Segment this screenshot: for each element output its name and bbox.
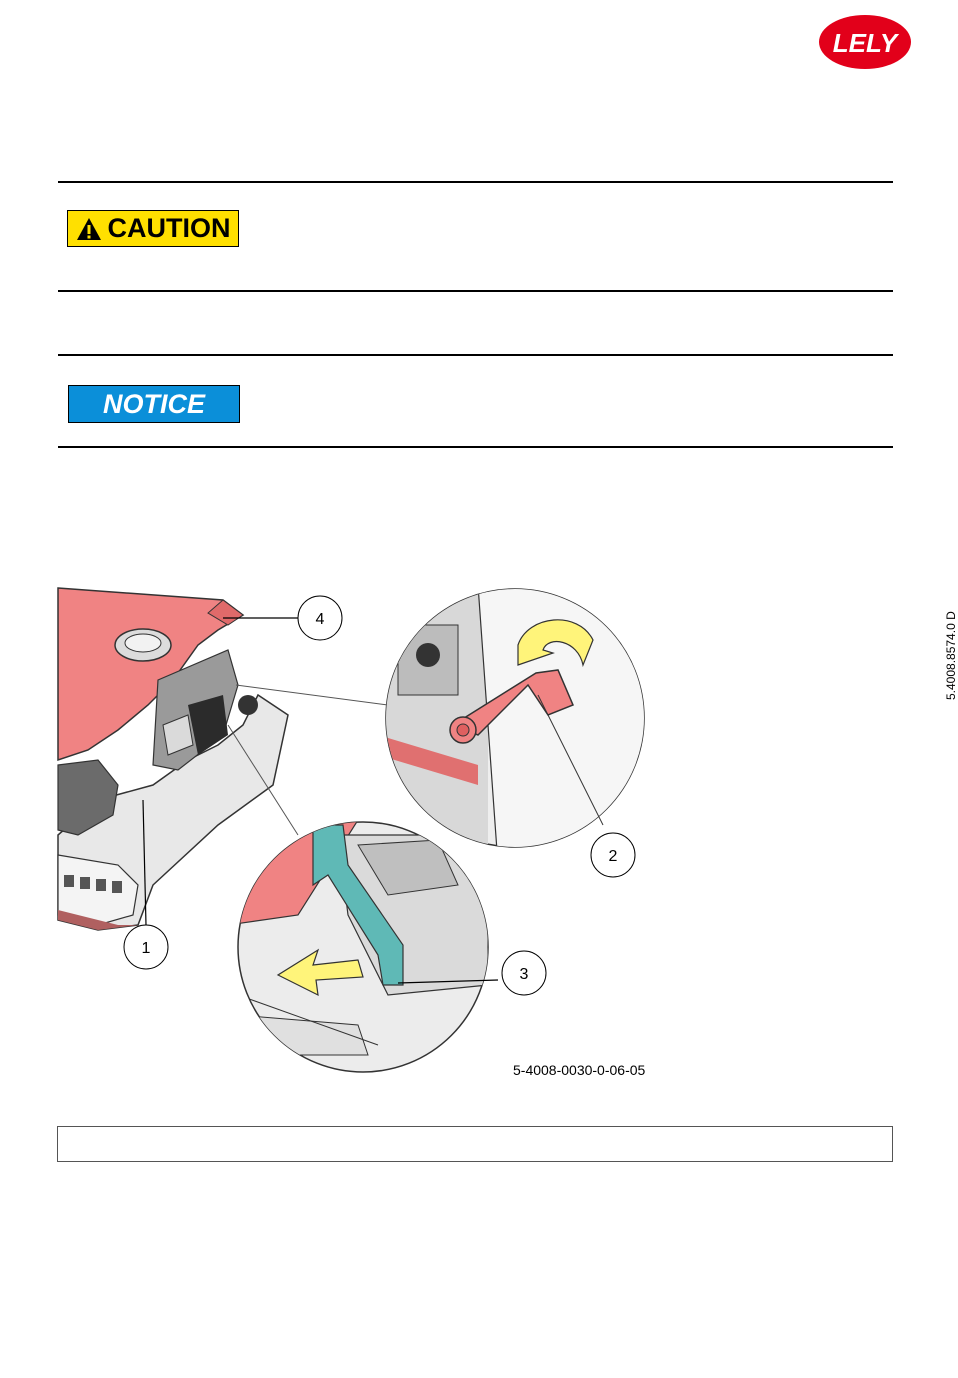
notice-text: NOTICE xyxy=(102,388,205,419)
caution-text: CAUTION xyxy=(107,213,231,243)
warning-triangle-icon xyxy=(76,217,102,241)
lely-logo xyxy=(818,14,912,70)
callout-label: 1 xyxy=(141,940,151,957)
logo-text: LELY xyxy=(832,28,898,58)
divider xyxy=(58,181,893,183)
callout-3 xyxy=(502,951,546,995)
callout-1 xyxy=(124,925,168,969)
callout-2 xyxy=(591,833,635,877)
detail-circle-handle xyxy=(378,585,658,865)
divider xyxy=(58,354,893,356)
technical-illustration xyxy=(58,585,678,1080)
callout-4 xyxy=(298,596,342,640)
figure-code: 5-4008-0030-0-06-05 xyxy=(513,1062,646,1078)
divider xyxy=(58,290,893,292)
machine-overview xyxy=(58,588,288,930)
callout-label: 4 xyxy=(315,611,325,628)
divider xyxy=(58,446,893,448)
callout-label: 2 xyxy=(608,848,618,865)
caution-label xyxy=(67,210,239,247)
caption-box xyxy=(57,1126,893,1162)
detail-circle-lever xyxy=(228,820,488,1072)
document-code: 5.4008.8574.0 D xyxy=(944,611,958,700)
callout-label: 3 xyxy=(519,966,529,983)
notice-label xyxy=(68,385,240,423)
